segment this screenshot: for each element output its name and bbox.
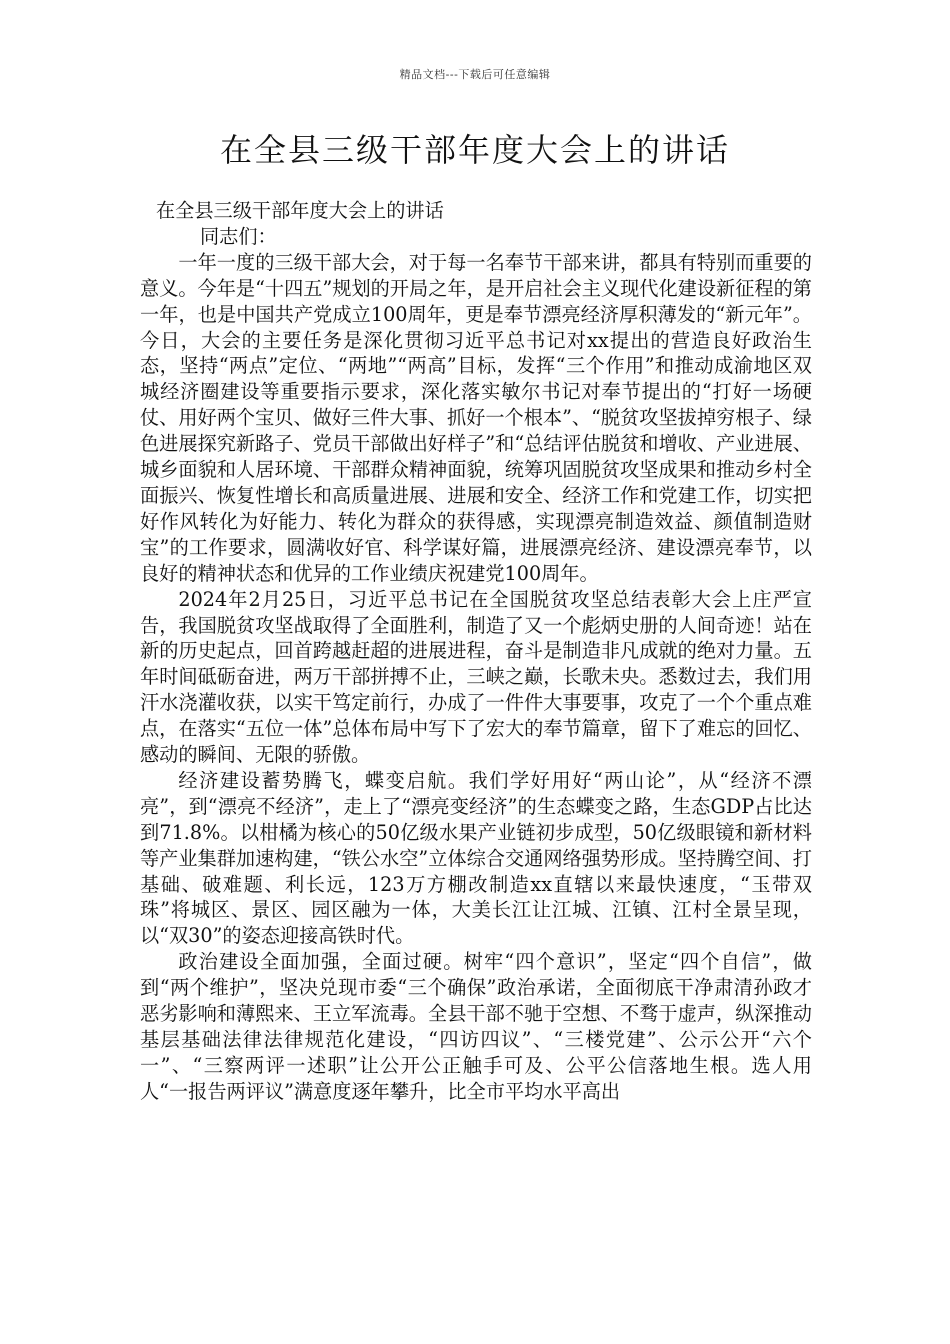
paragraph: 经济建设蓄势腾飞，蝶变启航。我们学好用好“两山论”，从“经济不漂亮”，到“漂亮不经济”，走上了“漂亮变经济”的生态蝶变之路，生态GDP占比达到71.8%。以柑橘为核心的50亿级水果产业链初步成型，50亿级眼镜和新材料等产业集群加速构建，“铁公水空”立体综合交通网络强势形成。坚持腾空间、打基础、破难题、利长远，123万方棚改制造xx直辖以来最快速度，“玉带双珠”将城区、景区、园区融为一体，大美长江让江城、江镇、江村全景呈现，以“双30”的姿态迎接高铁时代。 bbox=[140, 768, 812, 948]
paragraph: 一年一度的三级干部大会，对于每一名奉节干部来讲，都具有特别而重要的意义。今年是“十四五”规划的开局之年，是开启社会主义现代化建设新征程的第一年，也是中国共产党成立100周年，更是奉节漂亮经济厚积薄发的“新元年”。今日，大会的主要任务是深化贯彻习近平总书记对xx提出的营造良好政治生态，坚持“两点”定位、“两地”“两高”目标，发挥“三个作用”和推动成渝地区双城经济圈建设等重要指示要求，深化落实敏尔书记对奉节提出的“打好一场硬仗、用好两个宝贝、做好三件大事、抓好一个根本”、“脱贫攻坚拔掉穷根子、绿色进展探究新路子、党员干部做出好样子”和“总结评估脱贫和增收、产业进展、城乡面貌和人居环境、干部群众精神面貌，统筹巩固脱贫攻坚成果和推动乡村全面振兴、恢复性增长和高质量进展、进展和安全、经济工作和党建工作，切实把好作风转化为好能力、转化为群众的获得感，实现漂亮制造效益、颜值制造财宝”的工作要求，圆满收好官、科学谋好篇，进展漂亮经济、建设漂亮奉节，以良好的精神状态和优异的工作业绩庆祝建党100周年。 bbox=[140, 250, 812, 585]
salutation: 同志们： bbox=[200, 224, 277, 248]
document-body bbox=[140, 198, 812, 1105]
paragraph: 政治建设全面加强，全面过硬。树牢“四个意识”，坚定“四个自信”，做到“两个维护”，坚决兑现市委“三个确保”政治承诺，全面彻底干净肃清孙政才恶劣影响和薄熙来、王立军流毒。全县干部不驰于空想、不骛于虚声，纵深推动基层基础法律法律规范化建设，“四访四议”、“三楼党建”、公示公开“六个一”、“三察两评一述职”让公开公正触手可及、公平公信落地生根。选人用人“一报告两评议”满意度逐年攀升，比全市平均水平高出 bbox=[140, 950, 812, 1103]
page-header-note: 精品文档---下载后可任意编辑 bbox=[399, 68, 551, 81]
paragraph: 2024年2月25日，习近平总书记在全国脱贫攻坚总结表彰大会上庄严宣告，我国脱贫攻坚战取得了全面胜利，制造了又一个彪炳史册的人间奇迹！站在新的历史起点，回首跨越赶超的进展进程，奋斗是制造非凡成就的绝对力量。五年时间砥砺奋进，两万干部拼搏不止，三峡之巅，长歌未央。悉数过去，我们用汗水浇灌收获，以实干笃定前行，办成了一件件大事要事，攻克了一个个重点难点，在落实“五位一体”总体布局中写下了宏大的奉节篇章，留下了难忘的回忆、感动的瞬间、无限的骄傲。 bbox=[140, 587, 812, 767]
document-title: 在全县三级干部年度大会上的讲话 bbox=[219, 131, 730, 169]
document-subtitle: 在全县三级干部年度大会上的讲话 bbox=[156, 199, 444, 222]
